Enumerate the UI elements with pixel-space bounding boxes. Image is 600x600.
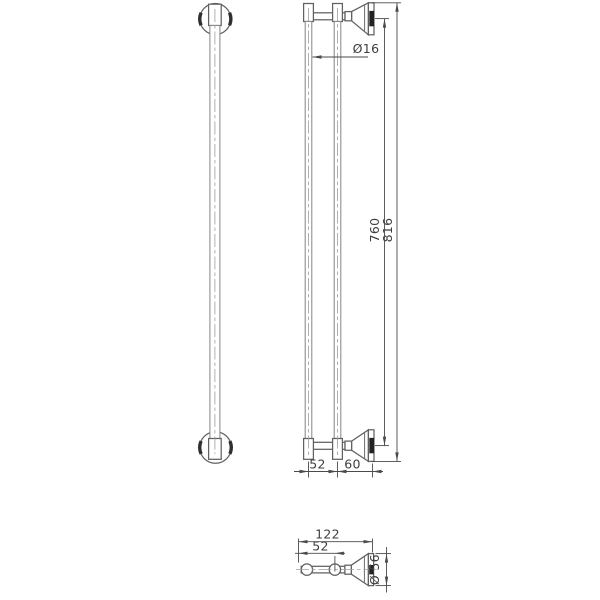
side-rail-rear — [333, 4, 343, 460]
dim-label-overall-depth: 122 — [315, 526, 340, 542]
front-view — [200, 4, 232, 464]
dim-arrow-down — [383, 437, 386, 446]
dim-arrow-up — [383, 19, 386, 28]
front-bottom-flange-left-mark — [200, 441, 201, 454]
side-rail-front — [304, 4, 314, 460]
wall-mount-top-neck — [345, 12, 352, 21]
wall-mount-top-cone — [352, 3, 369, 35]
dim-label-flange-diameter: Ø 56 — [367, 554, 382, 586]
dim-arrow-up — [395, 3, 398, 12]
dim-label-rail-spacing: 52 — [309, 456, 326, 472]
wall-mount-top — [345, 3, 374, 35]
dim-label-rail-diameter: Ø16 — [352, 41, 380, 56]
dimension-overall-depth — [299, 527, 373, 563]
plan-view — [295, 527, 391, 593]
dim-label-plan-rail-spacing: 52 — [312, 538, 329, 554]
dim-label-rail-length: 760 — [366, 217, 382, 243]
dim-label-overall-height: 816 — [380, 217, 396, 243]
dim-arrow-up — [385, 554, 388, 563]
front-top-flange-right-mark — [230, 13, 231, 26]
wall-mount-bottom-plate-mark — [369, 438, 374, 453]
dim-arrow-down — [385, 577, 388, 586]
front-top-flange-left-mark — [200, 13, 201, 26]
dim-arrow-outside-right — [373, 470, 382, 473]
front-bottom-flange-right-mark — [230, 441, 231, 454]
side-view — [294, 3, 401, 478]
dim-arrow-outside-left — [300, 470, 309, 473]
dim-arrow-right — [364, 540, 373, 543]
dim-arrow-left — [299, 540, 308, 543]
dim-arrow-middle-left — [329, 470, 338, 473]
dim-label-wall-offset: 60 — [344, 456, 361, 472]
dim-arrow-left — [313, 55, 322, 58]
dimension-rail-diameter — [313, 41, 380, 59]
wall-mount-top-plate-mark — [369, 11, 374, 26]
dim-arrow-down — [395, 452, 398, 461]
dim-arrow-right — [335, 552, 344, 555]
dim-arrow-left — [299, 552, 308, 555]
wall-mount-bottom-neck — [345, 441, 352, 450]
